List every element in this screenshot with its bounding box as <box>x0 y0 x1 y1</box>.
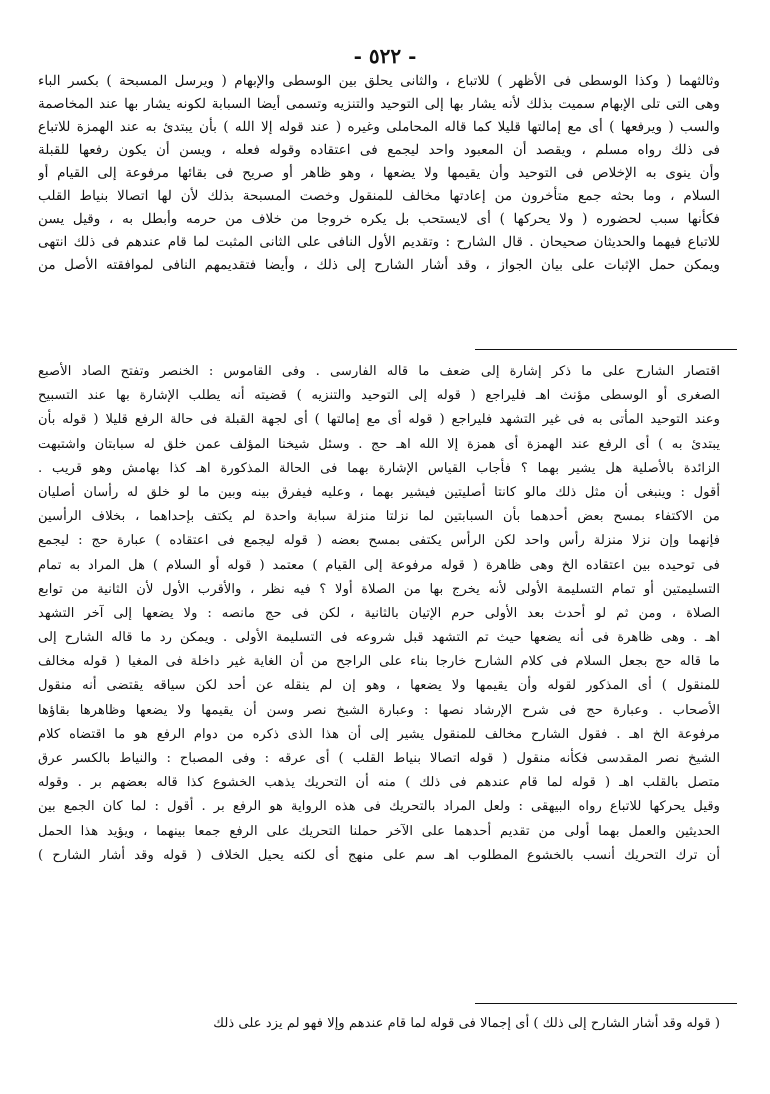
main-line: وأن ينوى به الإخلاص فى التوحيد وأن يقيمها ولا يضعها ، وهو ظاهر أو صريح فى بقائها مرفوعة إلى القيام أو <box>38 165 720 181</box>
commentary-line: مرفوعة الخ اهـ . فقول الشارح مخالف للمنقول يشير إلى أن هذا الذى ذكره من دوام الرفع هو ما اقتضاه كلام <box>38 726 720 742</box>
commentary-line: ما قاله حج بجعل السلام فى كلام الشارح خارجا بناء على الراجح من أن الغاية غير داخلة فى المغيا ( قوله مخالف <box>38 654 720 670</box>
main-line: فى ذلك رواه مسلم ، ويقصد أن المعبود واحد ليجمع فى اعتقاده وقوله فعله ، ويسن أن يكون رفعها للقبلة <box>38 142 720 158</box>
main-line: وهى التى تلى الإبهام سميت بذلك لأنه يشار بها إلى التوحيد والتنزيه وتسمى أيضا السبابة لكونه يشار بها عند المخاصمة <box>38 96 720 112</box>
main-line: فكأنها سبب لحضوره ( ولا يحركها ) أى لايستحب بل يكره خروجا من خلاف من حرمه وأبطل به ، وقيل يسن <box>38 211 720 227</box>
commentary-line: أن ترك التحريك أنسب بالخشوع المطلوب اهـ سم على منهج أى لكنه يحيل الخلاف ( قوله وقد أشار الشارح ) <box>38 847 720 863</box>
main-line: للاتباع فيهما والحديثان صحيحان . قال الشارح : وتقديم الأول النافى على الثانى المثبت لما قام عندهم فى ذلك انتهى <box>38 234 720 250</box>
commentary-line: الصلاة ، ومن ثم لو أحدث بعد الأولى حرم الإتيان بالثانية ، لكن فى حج مانصه : ولا يضعها إلى آخر التشهد <box>38 605 720 621</box>
commentary-line: الشيخ نصر المقدسى فكأنه منقول ( قوله اتصالا بنياط القلب ) أى عرقه : وفى المصباح : والنياط بالكسر عرق <box>38 751 720 766</box>
commentary-line: وعند التوحيد المأتى به فى غير التشهد فليراجع ( قوله أى مع إمالتها ) أى لجهة القبلة فى حالة الرفع قليلا ( قوله بأن <box>38 412 720 428</box>
main-line: والسب ( ويرفعها ) أى مع إمالتها قليلا كما قاله المحاملى وغيره ( عند قوله إلا الله ) بأن يبتدئ به عند الهمزة للاتباع <box>38 119 720 135</box>
commentary-line: فإنهما وإن نزلا منزلة رأس واحد لكن الرأس يكتفى بمسح بعضه ( قوله ليجمع فى اعتقاده ) عبارة حج : ليجمع <box>38 533 720 549</box>
bottom-note: ( قوله وقد أشار الشارح إلى ذلك ) أى إجمالا فى قوله لما قام عندهم وإلا فهو لم يزد على ذلك <box>213 1016 720 1031</box>
commentary-line: من الاكتفاء بمسح بعض أحدهما بأن السبابتين لما نزلتا منزلة سبابة واحدة لم يكتف بإحداهما ، بخلاف الرأسين <box>38 509 720 525</box>
commentary-line: الأصحاب . وعبارة حج فى شرح الإرشاد نصها : وعبارة الشيخ نصر وسن أن يقيمها ولا يضعها وظاهرها بقاؤها <box>38 702 720 718</box>
commentary-line: الحديثين والعمل بهما أولى من تقديم أحدهما على الآخر حملنا التحريك على الرفع جمعا بينهما ، ويؤيد هذا الحمل <box>38 823 720 839</box>
main-line: ويمكن حمل الإثبات على بيان الجواز ، وقد أشار الشارح إلى ذلك ، وأيضا فتقديمهم النافى لموافقته الأصل من <box>38 257 720 273</box>
commentary-line: اهـ . وهى ظاهرة فى أنه يضعها حيث تم التشهد قبل شروعه فى التسليمة الأولى . ويمكن رد ما قاله الشارح إلى <box>38 630 720 646</box>
commentary-line: التسليمتين أو تمام التسليمة الأولى لأنه يخرج بها من الصلاة أولا ؟ فيه نظر ، والأقرب الأول لأن الثانية من توابع <box>38 581 720 597</box>
commentary-line: وقيل يحركها للاتباع رواه البيهقى : ولعل المراد بالتحريك فى هذه الرواية هو الرفع بر . أقول : لما كان الجمع بين <box>38 799 720 815</box>
commentary-line: يبتدئ به ) أى الرفع عند الهمزة أى همزة إلا الله اهـ حج . وسئل شيخنا المؤلف عمن خلق له سبابتان واشتبهت <box>38 436 720 452</box>
page-number: - ٥٢٢ - <box>353 44 417 68</box>
commentary-line: متصل بالقلب اهـ ( قوله لما قام عندهم فى ذلك ) منه أن التحريك يذهب الخشوع كذا قاله بعضهم بر . وقوله <box>38 775 720 791</box>
commentary-line: الصغرى أو الوسطى مؤنث اهـ فليراجع ( قوله إلى التوحيد والتنزيه ) قضيته أنه يطلب الإشارة بها عند التسبيح <box>38 388 720 404</box>
section-divider <box>475 349 737 350</box>
commentary-line: الزائدة بالأصلية هل يشير بهما ؟ فأجاب القياس الإشارة بهما فى الحالة المذكورة اهـ كذا بهامش وهو قريب . <box>38 460 720 476</box>
section-divider <box>475 1003 737 1004</box>
commentary-text <box>38 360 720 868</box>
main-line: السلام ، وما بحثه جمع متأخرون من إعادتها مخالف للمنقول وخصت المسبحة بذلك لأن لها اتصالا بنياط القلب <box>38 188 720 204</box>
main-line: وثالثهما ( وكذا الوسطى فى الأظهر ) للاتباع ، والثانى يحلق بين الوسطى والإبهام ( ويرسل المسبحة ) بكسر الباء <box>38 73 720 89</box>
commentary-line: فى توحيده بين اعتقاده الخ وهى ظاهرة ( قوله مرفوعة إلى القيام ) معتمد ( قوله أو السلام ) هل المراد به تمام <box>38 557 720 573</box>
main-text <box>38 70 720 277</box>
commentary-line: أقول : وينبغى أن مثل ذلك مالو كانتا أصليتين فيشير بهما ، وعليه فيفرق بينه وبين ما لو خلق له رأسان أصليان <box>38 484 720 500</box>
commentary-line: للمنقول ) أى المذكور لقوله وأن يقيمها ولا يضعها ، وهو إن لم ينقله عن أحد لكن سياقه يقتضى أنه منقول <box>38 678 720 694</box>
commentary-line: اقتصار الشارح على ما ذكر إشارة إلى ضعف ما قاله الفارسى . وفى القاموس : الخنصر وتفتح الصاد الأصبع <box>38 364 720 379</box>
